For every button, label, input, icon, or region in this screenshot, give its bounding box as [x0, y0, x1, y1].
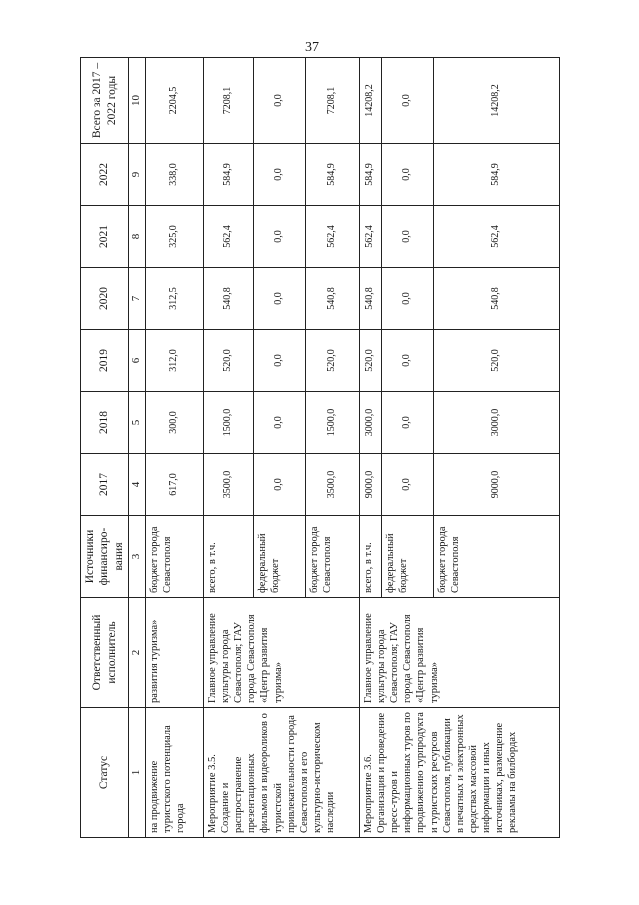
financing-table: [80, 57, 560, 838]
rotated-table-container: [80, 58, 560, 838]
value-2022: 338,0: [145, 144, 203, 206]
value-2022: 584,9: [305, 144, 359, 206]
column-number-row: [129, 58, 146, 838]
value-2019: 520,0: [433, 330, 559, 392]
column-number: 9: [129, 144, 146, 206]
value-2019: 0,0: [253, 330, 305, 392]
header-2019: 2019: [81, 330, 129, 392]
column-number: 7: [129, 268, 146, 330]
executor-cell: Главное управление культуры города Севастополя; ГАУ города Севастополя «Центр развития туризма»: [359, 598, 559, 708]
value-2020: 540,8: [359, 268, 381, 330]
value-total: 7208,1: [203, 58, 253, 144]
value-2018: 3000,0: [433, 392, 559, 454]
header-status: Статус: [81, 708, 129, 838]
column-number: 1: [129, 708, 146, 838]
value-2017: 3500,0: [305, 454, 359, 516]
column-number: 3: [129, 516, 146, 598]
value-2020: 312,5: [145, 268, 203, 330]
value-2018: 1500,0: [203, 392, 253, 454]
value-2020: 0,0: [253, 268, 305, 330]
table-row: [359, 58, 381, 838]
value-2021: 562,4: [203, 206, 253, 268]
value-2019: 0,0: [381, 330, 433, 392]
value-2018: 0,0: [253, 392, 305, 454]
column-number: 4: [129, 454, 146, 516]
value-2021: 0,0: [253, 206, 305, 268]
header-2022: 2022: [81, 144, 129, 206]
status-cell: на продвижение туристского потенциала города: [145, 708, 203, 838]
header-executor: Ответственный исполнитель: [81, 598, 129, 708]
table-row: [203, 58, 253, 838]
value-2021: 562,4: [305, 206, 359, 268]
page-number: 37: [305, 40, 319, 55]
header-source: Источники финансиро-вания: [81, 516, 129, 598]
value-total: 0,0: [253, 58, 305, 144]
value-2020: 540,8: [305, 268, 359, 330]
value-2021: 0,0: [381, 206, 433, 268]
value-2021: 562,4: [359, 206, 381, 268]
value-2019: 312,0: [145, 330, 203, 392]
value-2017: 9000,0: [359, 454, 381, 516]
status-cell: Мероприятие 3.6. Организация и проведение пресс-туров и информационных туров по продвижению турпродукта и туристских ресурсов Севастополя, публикации в печатных и электронных средствах массовой информации и иных источниках, размещение рекламы на билбордах: [359, 708, 559, 838]
value-total: 7208,1: [305, 58, 359, 144]
value-2018: 3000,0: [359, 392, 381, 454]
header-2021: 2021: [81, 206, 129, 268]
value-total: 0,0: [381, 58, 433, 144]
value-2022: 584,9: [359, 144, 381, 206]
value-2018: 0,0: [381, 392, 433, 454]
source-cell: бюджет города Севастополя: [433, 516, 559, 598]
header-2018: 2018: [81, 392, 129, 454]
value-2017: 0,0: [381, 454, 433, 516]
source-cell: бюджет города Севастополя: [305, 516, 359, 598]
source-cell: федеральный бюджет: [253, 516, 305, 598]
source-cell: всего, в т.ч.: [359, 516, 381, 598]
value-2022: 0,0: [253, 144, 305, 206]
value-2022: 584,9: [433, 144, 559, 206]
value-2017: 9000,0: [433, 454, 559, 516]
value-2021: 562,4: [433, 206, 559, 268]
value-2018: 1500,0: [305, 392, 359, 454]
value-2022: 0,0: [381, 144, 433, 206]
column-number: 2: [129, 598, 146, 708]
value-2017: 0,0: [253, 454, 305, 516]
header-2017: 2017: [81, 454, 129, 516]
table-row: [145, 58, 203, 838]
column-number: 8: [129, 206, 146, 268]
value-total: 2204,5: [145, 58, 203, 144]
source-cell: федеральный бюджет: [381, 516, 433, 598]
header-row: [81, 58, 129, 838]
column-number: 10: [129, 58, 146, 144]
value-2020: 0,0: [381, 268, 433, 330]
value-2019: 520,0: [359, 330, 381, 392]
header-2020: 2020: [81, 268, 129, 330]
value-2021: 325,0: [145, 206, 203, 268]
value-2020: 540,8: [203, 268, 253, 330]
value-2017: 617,0: [145, 454, 203, 516]
value-2019: 520,0: [305, 330, 359, 392]
value-2020: 540,8: [433, 268, 559, 330]
value-total: 14208,2: [433, 58, 559, 144]
value-2017: 3500,0: [203, 454, 253, 516]
executor-cell: развития туризма»: [145, 598, 203, 708]
value-2022: 584,9: [203, 144, 253, 206]
executor-cell: Главное управление культуры города Севастополя; ГАУ города Севастополя «Центр развития туризма»: [203, 598, 359, 708]
source-cell: бюджет города Севастополя: [145, 516, 203, 598]
column-number: 5: [129, 392, 146, 454]
value-total: 14208,2: [359, 58, 381, 144]
status-cell: Мероприятие 3.5. Создание и распространение презентационных фильмов и видеороликов о туристской привлекательности города Севастополя и его культурно-историческом наследии: [203, 708, 359, 838]
source-cell: всего, в т.ч.: [203, 516, 253, 598]
column-number: 6: [129, 330, 146, 392]
header-total: Всего за 2017 – 2022 годы: [81, 58, 129, 144]
value-2019: 520,0: [203, 330, 253, 392]
value-2018: 300,0: [145, 392, 203, 454]
